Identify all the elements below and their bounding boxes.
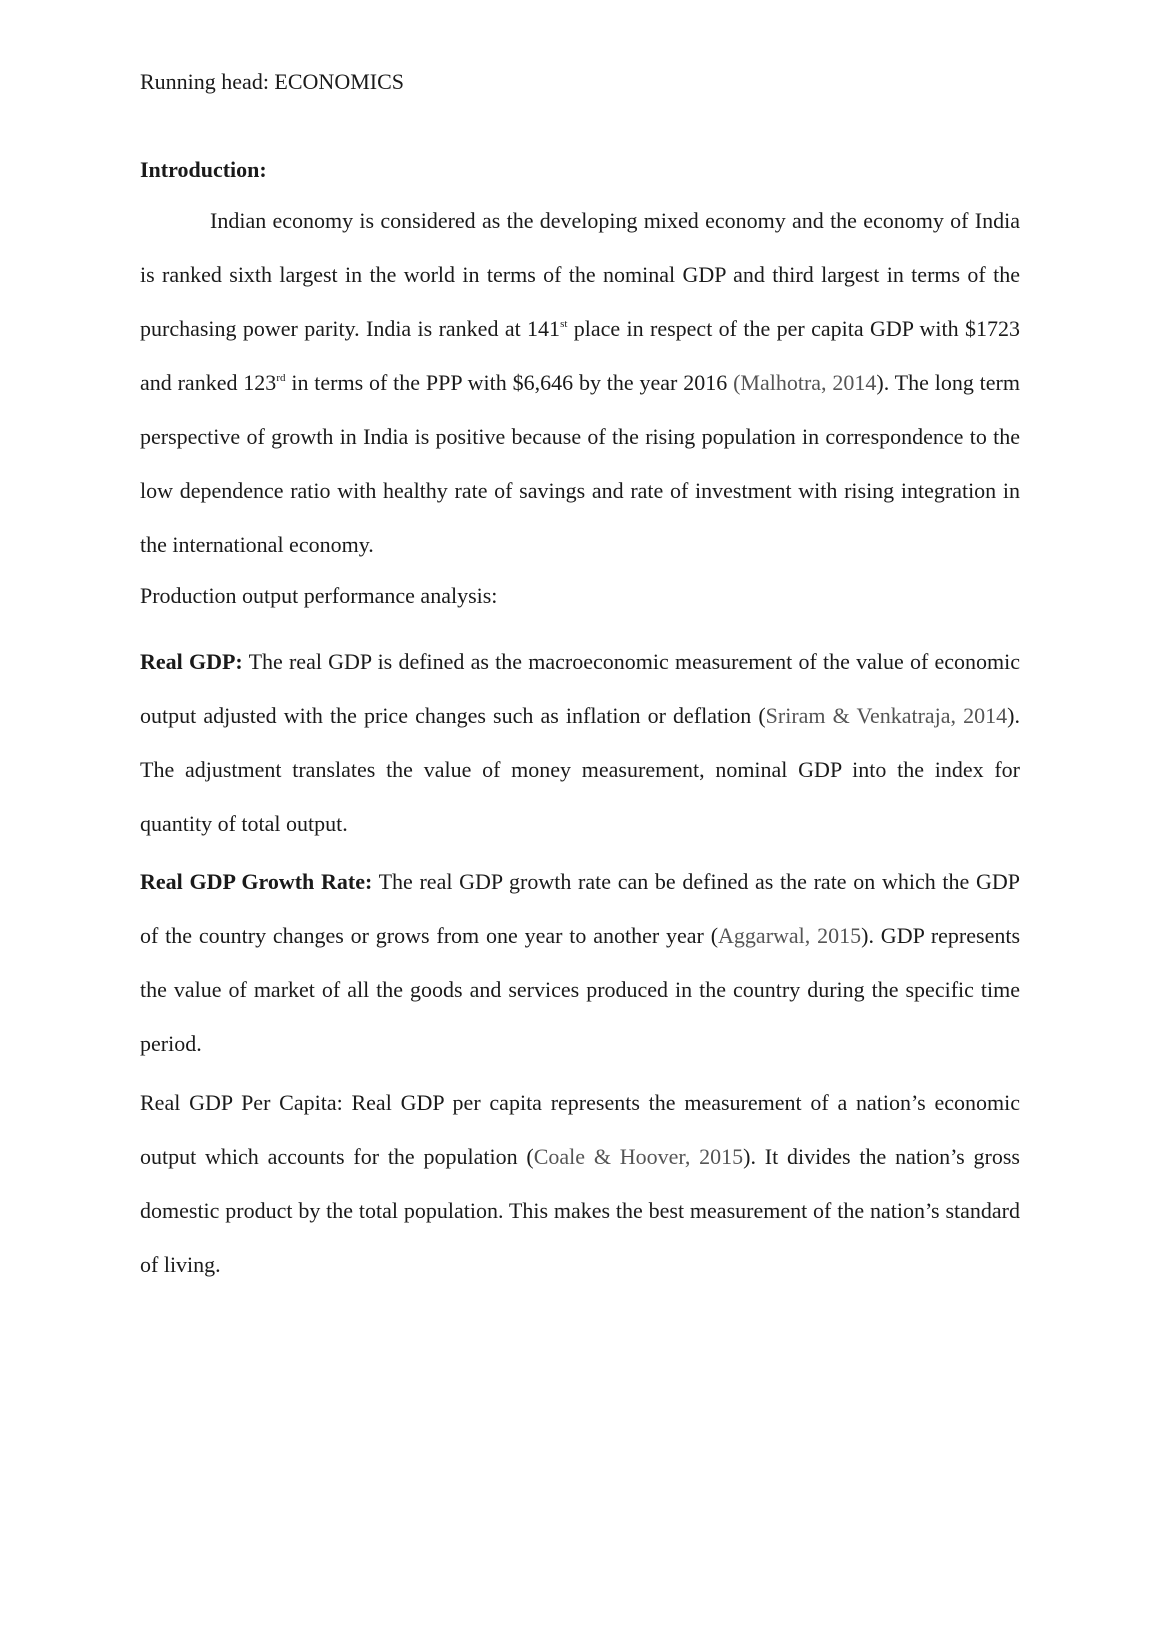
per-capita-text-2: ). It divides the nation’s gross domestic product by the total population. This makes the best measurement of the nation’s standard of living.: [140, 1144, 1020, 1277]
citation-coale: Coale & Hoover, 2015: [533, 1144, 744, 1169]
running-head: Running head: ECONOMICS: [140, 69, 404, 94]
real-gdp-label: Real GDP:: [140, 649, 243, 674]
introduction-paragraph: [140, 194, 1020, 572]
growth-rate-text-2: ). GDP represents the value of market of all the goods and services produced in the country during the specific time period.: [140, 923, 1021, 1056]
citation-sriram: Sriram & Venkatraja, 2014: [765, 703, 1008, 728]
ordinal-suffix: st: [560, 318, 568, 330]
real-gdp-paragraph: [140, 635, 1020, 851]
production-heading: Production output performance analysis:: [140, 583, 498, 608]
real-gdp-text-2: ). The adjustment translates the value of money measurement, nominal GDP into the index for quantity of total output.: [140, 703, 1020, 836]
real-gdp-text-1: The real GDP is defined as the macroeconomic measurement of the value of economic output adjusted with the price changes such as inflation or deflation (: [140, 649, 1020, 728]
intro-text-4: ). The long term perspective of growth in India is positive because of the rising population in correspondence to the low dependence ratio with healthy rate of savings and rate of investment with rising integration in the international economy.: [140, 370, 1020, 557]
citation-paren: (: [733, 370, 741, 395]
intro-text-2: place in respect of the per capita GDP with $1723 and ranked 123: [140, 316, 1020, 395]
growth-rate-label: Real GDP Growth Rate:: [140, 869, 373, 894]
per-capita-paragraph: [140, 1076, 1020, 1292]
citation-malhotra: Malhotra, 2014: [740, 370, 877, 395]
intro-text-1: Indian economy is considered as the developing mixed economy and the economy of India is ranked sixth largest in the world in terms of the nominal GDP and third largest in terms of the purchasing power parity. India is ranked at 141: [140, 208, 1020, 341]
growth-rate-text-1: The real GDP growth rate can be defined as the rate on which the GDP of the country changes or grows from one year to another year (: [140, 869, 1020, 948]
intro-text-3: in terms of the PPP with $6,646 by the year 2016: [285, 370, 734, 395]
introduction-heading: Introduction:: [140, 157, 267, 182]
ordinal-suffix: rd: [276, 372, 286, 384]
citation-aggarwal: Aggarwal, 2015: [718, 923, 862, 948]
growth-rate-paragraph: [140, 855, 1020, 1071]
per-capita-text-1: Real GDP Per Capita: Real GDP per capita represents the measurement of a nation’s economic output which accounts for the population (: [140, 1090, 1020, 1169]
